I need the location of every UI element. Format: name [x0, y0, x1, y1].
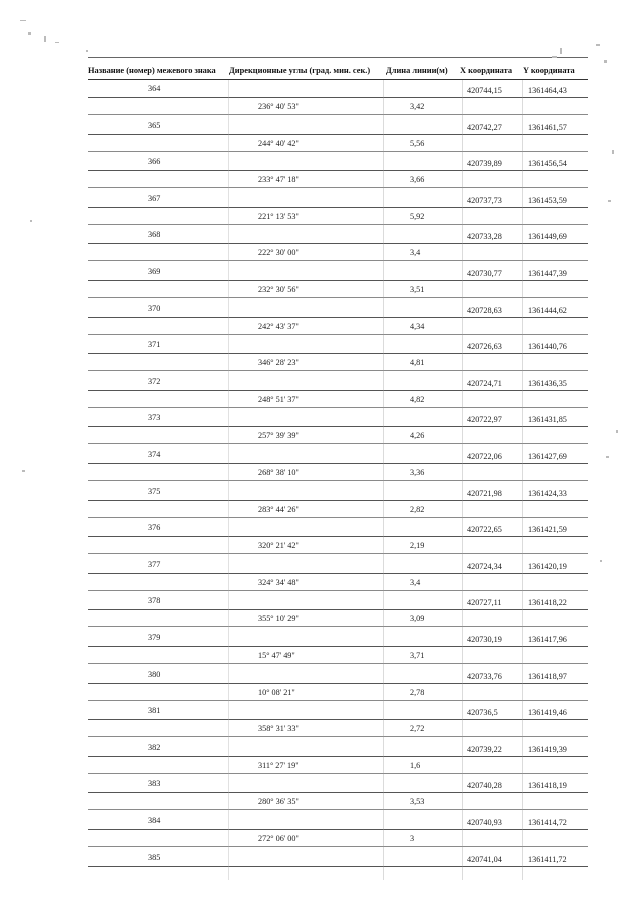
scan-speck — [560, 48, 562, 54]
segment-length: 3,51 — [410, 285, 425, 294]
header-x: X координата — [460, 66, 513, 75]
scan-speck — [612, 150, 614, 154]
point-name: 370 — [148, 303, 161, 313]
segment-length: 4,81 — [410, 358, 425, 368]
point-name: 367 — [148, 193, 161, 203]
point-x: 420722,97 — [467, 415, 502, 425]
scan-speck — [20, 20, 26, 21]
segment-angle: 236° 40' 53" — [258, 102, 299, 111]
point-x: 420741,04 — [467, 854, 502, 864]
segment-angle: 222° 30' 00" — [258, 248, 299, 258]
scan-speck — [600, 560, 602, 562]
segment-length: 3,36 — [410, 468, 425, 477]
point-name: 373 — [148, 413, 161, 423]
row-rule — [88, 700, 588, 701]
row-rule — [88, 536, 588, 537]
point-y: 1361421,59 — [528, 525, 567, 535]
point-name: 377 — [148, 559, 161, 569]
point-x: 420744,15 — [467, 86, 502, 95]
scan-speck — [22, 470, 25, 472]
row-rule — [88, 590, 588, 591]
point-name: 379 — [148, 633, 161, 642]
row-rule — [88, 517, 588, 518]
row-rule — [88, 170, 588, 171]
point-x: 420737,73 — [467, 195, 502, 205]
segment-length: 5,92 — [410, 211, 425, 221]
point-x: 420740,28 — [467, 781, 502, 791]
point-name: 364 — [148, 84, 161, 93]
segment-angle: 283° 44' 26" — [258, 504, 299, 514]
table-header — [88, 66, 588, 78]
point-name: 372 — [148, 376, 161, 386]
point-x: 420728,63 — [467, 305, 502, 315]
column-divider — [383, 80, 384, 880]
scan-speck — [28, 32, 31, 35]
point-y: 1361436,35 — [528, 378, 567, 388]
row-rule — [88, 719, 588, 720]
point-name: 384 — [148, 816, 161, 825]
row-rule — [88, 626, 588, 627]
row-rule — [88, 297, 588, 298]
scan-speck — [604, 60, 607, 63]
segment-length: 5,56 — [410, 138, 425, 148]
scan-speck — [86, 50, 88, 52]
row-rule — [88, 390, 588, 391]
column-divider — [228, 80, 229, 880]
row-rule — [88, 683, 588, 684]
point-name: 380 — [148, 669, 161, 679]
row-rule — [88, 866, 588, 867]
point-name: 381 — [148, 706, 161, 716]
point-name: 365 — [148, 120, 161, 130]
point-x: 420740,93 — [467, 818, 502, 827]
segment-length: 2,82 — [410, 504, 425, 514]
point-y: 1361464,43 — [528, 86, 567, 95]
row-rule — [88, 809, 588, 810]
point-y: 1361424,33 — [528, 488, 567, 498]
point-x: 420739,89 — [467, 159, 502, 169]
row-rule — [88, 480, 588, 481]
row-rule — [88, 553, 588, 554]
row-rule — [88, 187, 588, 188]
point-x: 420736,5 — [467, 708, 498, 718]
segment-angle: 346° 28' 23" — [258, 358, 299, 368]
row-rule — [88, 370, 588, 371]
point-y: 1361419,39 — [528, 744, 567, 754]
segment-angle: 233° 47' 18" — [258, 175, 299, 185]
row-rule — [88, 829, 588, 830]
scan-speck — [30, 220, 32, 222]
row-rule — [88, 260, 588, 261]
segment-angle: 320° 21' 42" — [258, 541, 299, 551]
point-y: 1361427,69 — [528, 452, 567, 461]
row-rule — [88, 280, 588, 281]
point-name: 371 — [148, 340, 161, 350]
row-rule — [88, 243, 588, 244]
row-rule — [88, 756, 588, 757]
segment-angle: 311° 27' 19" — [258, 760, 299, 770]
segment-length: 2,19 — [410, 541, 425, 551]
segment-length: 3,4 — [410, 248, 421, 258]
point-x: 420730,19 — [467, 635, 502, 644]
segment-length: 4,26 — [410, 431, 425, 441]
scan-speck — [596, 44, 600, 46]
row-rule — [88, 353, 588, 354]
segment-length: 4,82 — [410, 394, 425, 404]
point-y: 1361440,76 — [528, 342, 567, 352]
segment-length: 3,4 — [410, 577, 421, 587]
point-y: 1361418,22 — [528, 598, 567, 608]
segment-angle: 244° 40' 42" — [258, 138, 299, 148]
header-angle: Дирекционные углы (град. мин. сек.) — [229, 66, 371, 75]
point-name: 378 — [148, 596, 161, 606]
row-rule — [88, 736, 588, 737]
segment-angle: 15° 47' 49" — [258, 651, 295, 660]
point-y: 1361449,69 — [528, 232, 567, 242]
point-name: 366 — [148, 157, 161, 167]
header-rule — [88, 79, 588, 80]
point-x: 420722,06 — [467, 452, 502, 461]
scan-speck — [44, 36, 46, 42]
header-length: Длина линии(м) — [386, 66, 448, 75]
point-name: 385 — [148, 852, 161, 862]
top-rule — [88, 57, 588, 58]
point-y: 1361456,54 — [528, 159, 567, 169]
point-y: 1361444,62 — [528, 305, 567, 315]
segment-angle: 358° 31' 33" — [258, 724, 299, 734]
point-y: 1361418,19 — [528, 781, 567, 791]
segment-length: 2,72 — [410, 724, 425, 734]
point-name: 383 — [148, 779, 161, 789]
segment-angle: 257° 39' 39" — [258, 431, 299, 441]
point-x: 420724,71 — [467, 378, 502, 388]
point-y: 1361420,19 — [528, 561, 567, 571]
column-divider — [462, 80, 463, 880]
segment-length: 3 — [410, 834, 415, 843]
point-y: 1361414,72 — [528, 818, 567, 827]
scan-speck — [55, 42, 59, 43]
point-name: 369 — [148, 267, 161, 276]
point-y: 1361447,39 — [528, 269, 567, 278]
point-name: 368 — [148, 230, 161, 240]
point-y: 1361418,97 — [528, 671, 567, 681]
column-divider — [522, 80, 523, 880]
point-name: 375 — [148, 486, 161, 496]
row-rule — [88, 773, 588, 774]
row-rule — [88, 463, 588, 464]
row-rule — [88, 97, 588, 98]
row-rule — [88, 646, 588, 647]
segment-length: 1,6 — [410, 760, 421, 770]
header-name: Название (номер) межевого знака — [88, 66, 216, 75]
segment-angle: 272° 06' 00" — [258, 834, 299, 843]
segment-angle: 268° 38' 10" — [258, 468, 299, 477]
point-x: 420742,27 — [467, 122, 502, 132]
segment-angle: 10° 08' 21" — [258, 687, 295, 697]
row-rule — [88, 792, 588, 793]
row-rule — [88, 609, 588, 610]
row-rule — [88, 134, 588, 135]
segment-length: 3,66 — [410, 175, 425, 185]
segment-angle: 355° 10' 29" — [258, 614, 299, 624]
row-rule — [88, 426, 588, 427]
point-x: 420722,65 — [467, 525, 502, 535]
point-y: 1361431,85 — [528, 415, 567, 425]
segment-length: 2,78 — [410, 687, 425, 697]
segment-angle: 221° 13' 53" — [258, 211, 299, 221]
point-x: 420721,98 — [467, 488, 502, 498]
segment-angle: 232° 30' 56" — [258, 285, 299, 294]
point-x: 420724,34 — [467, 561, 502, 571]
row-rule — [88, 317, 588, 318]
point-x: 420733,28 — [467, 232, 502, 242]
scan-speck — [552, 56, 557, 58]
row-rule — [88, 407, 588, 408]
header-y: Y координата — [523, 66, 575, 75]
row-rule — [88, 114, 588, 115]
row-rule — [88, 500, 588, 501]
point-y: 1361453,59 — [528, 195, 567, 205]
point-x: 420726,63 — [467, 342, 502, 352]
row-rule — [88, 334, 588, 335]
point-y: 1361461,57 — [528, 122, 567, 132]
segment-angle: 242° 43' 37" — [258, 321, 299, 331]
row-rule — [88, 151, 588, 152]
row-rule — [88, 224, 588, 225]
point-name: 374 — [148, 450, 161, 459]
point-x: 420727,11 — [467, 598, 502, 608]
point-y: 1361419,46 — [528, 708, 567, 718]
point-x: 420730,77 — [467, 269, 502, 278]
row-rule — [88, 663, 588, 664]
segment-length: 3,09 — [410, 614, 425, 624]
segment-angle: 280° 36' 35" — [258, 797, 299, 807]
scan-speck — [606, 456, 609, 458]
segment-angle: 248° 51' 37" — [258, 394, 299, 404]
row-rule — [88, 207, 588, 208]
segment-length: 3,53 — [410, 797, 425, 807]
row-rule — [88, 846, 588, 847]
point-y: 1361417,96 — [528, 635, 567, 644]
segment-length: 3,42 — [410, 102, 425, 111]
point-x: 420739,22 — [467, 744, 502, 754]
point-y: 1361411,72 — [528, 854, 567, 864]
segment-angle: 324° 34' 48" — [258, 577, 299, 587]
point-name: 376 — [148, 523, 161, 533]
segment-length: 4,34 — [410, 321, 425, 331]
scan-speck — [608, 200, 611, 202]
row-rule — [88, 443, 588, 444]
point-name: 382 — [148, 742, 161, 752]
row-rule — [88, 573, 588, 574]
segment-length: 3,71 — [410, 651, 425, 660]
scan-speck — [616, 430, 618, 433]
point-x: 420733,76 — [467, 671, 502, 681]
